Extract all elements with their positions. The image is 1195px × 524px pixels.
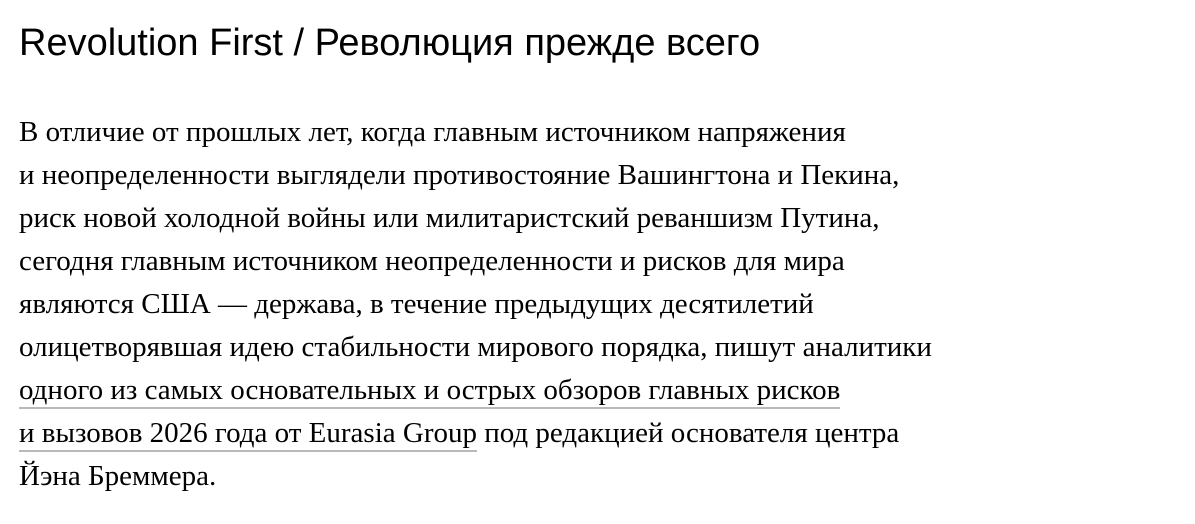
paragraph-line — [19, 283, 1175, 326]
paragraph-text: являются США — держава, в течение предыдущих десятилетий — [19, 288, 814, 320]
paragraph-line — [19, 154, 1175, 197]
paragraph-line — [19, 326, 1175, 369]
section-title: Revolution First / Революция прежде всего — [19, 22, 761, 64]
paragraph-text: и неопределенности выглядели противостояние Вашингтона и Пекина, — [19, 159, 900, 191]
paragraph-line — [19, 455, 1175, 498]
paragraph-line — [19, 111, 1175, 154]
paragraph-text: В отличие от прошлых лет, когда главным источником напряжения — [19, 116, 846, 148]
paragraph-line — [19, 240, 1175, 283]
paragraph-text: риск новой холодной войны или милитаристский реваншизм Путина, — [19, 202, 880, 234]
paragraph-line — [19, 412, 1175, 455]
paragraph-text: олицетворявшая идею стабильности мирового порядка, пишут аналитики — [19, 331, 932, 363]
article-link[interactable]: и вызовов 2026 года от Eurasia Group — [19, 417, 477, 452]
article-paragraph — [19, 111, 1175, 498]
paragraph-text: Йэна Бреммера. — [19, 460, 217, 492]
article-link[interactable]: одного из самых основательных и острых обзоров главных рисков — [19, 374, 840, 409]
paragraph-text: под редакцией основателя центра — [476, 417, 900, 449]
paragraph-line — [19, 197, 1175, 240]
paragraph-line — [19, 369, 1175, 412]
paragraph-text: сегодня главным источником неопределенности и рисков для мира — [19, 245, 845, 277]
